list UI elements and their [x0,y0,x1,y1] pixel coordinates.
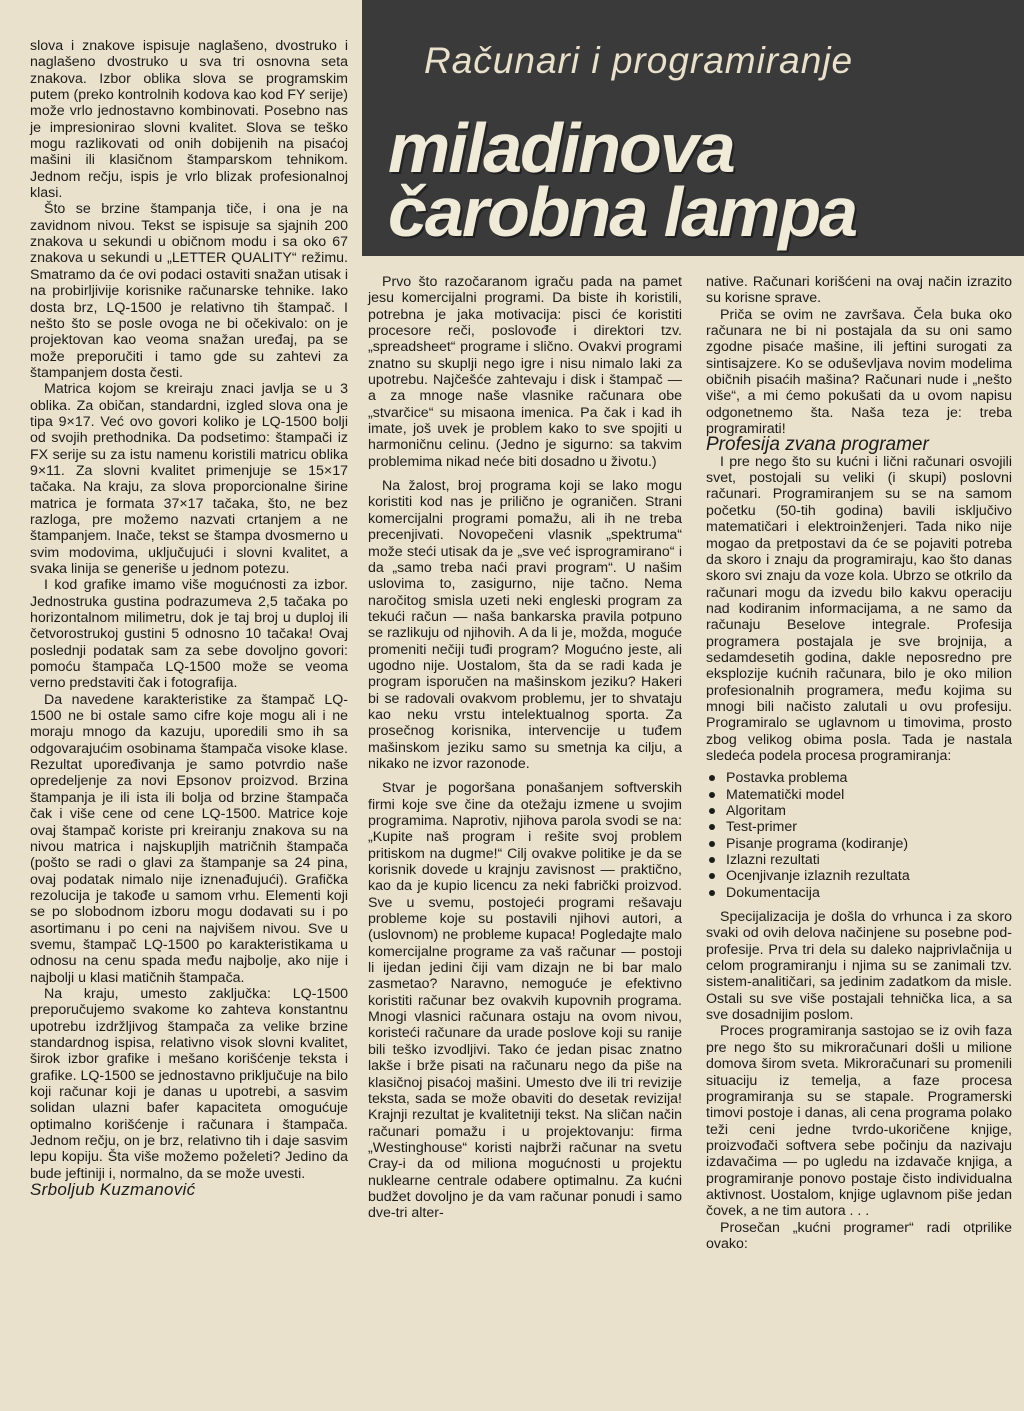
column-middle [368,274,682,1222]
bullet-icon [709,792,715,798]
paragraph: Na kraju, umesto zaključka: LQ-1500 preporučujemo svakome ko zahteva konstantnu upotrebu izdržljivog štampača za velike brzine standardnog ispisa, relativno visok slovni kvalitet, širok izbor grafike i mešano korišćenje teksta i grafike. LQ-1500 se jednostavno priključuje na bilo koji računar koji je danas u upotrebi, a sasvim solidan ulazni bafer kapaciteta omogućuje optimalno korišćenje i računara i štampača. Jednom rečju, on je brz, relativno tih i daje sasvim lepu kopiju. Šta više možemo poželeti? Jedino da bude jeftiniji i, normalno, da se može uvesti. [30,985,348,1182]
paragraph: I kod grafike imamo više mogućnosti za izbor. Jednostruka gustina podrazumeva 2,5 tačaka po horizontalnom milimetru, dok je taj broj u duploj ili četvorostrukoj gustini 5 odnosno 10 tačaka! Ovaj poslednji podatak sam za sebe dovoljno govori: pomoću štampača LQ-1500 može se veoma verno predstaviti čak i fotografija. [30,577,348,692]
paragraph: Specijalizacija je došla do vrhunca i za skoro svaki od ovih delova načinjene su posebne pod-profesije. Prva tri dela su daleko najprivlačnija u celom programiranju i njima su se zanimali tzv. sistem-analitičari, sa jedinim zadatkom da misle. Ostali su sve više postajali tehnička lica, a sa sve dosadnijim poslom. [706,909,1012,1024]
paragraph: Matrica kojom se kreiraju znaci javlja se u 3 oblika. Za običan, standardni, izgled slova ona je tipa 9×17. Već ovo govori koliko je LQ-1500 bolji od svojih prethodnika. Da podsetimo: štampači iz FX serije su za istu namenu koristili matricu oblika 9×11. Za slovni kvalitet primenjuje se 15×17 tačaka. Na kraju, za slova proporcionalne širine matrica je formata 37×17 tačaka, što, ne bez razloga, pre možemo nazvati crtanjem a ne štampanjem. Inače, tekst se štampa dvosmerno u svim modovima, uključujući i slovni kvalitet, a svaka linija se generiše u jednom potezu. [30,381,348,577]
list-item: Test-primer [706,819,1012,835]
column-right [706,274,1012,1252]
paragraph: native. Računari korišćeni na ovaj način izrazito su korisne sprave. [706,274,1012,307]
section-kicker: Računari i programiranje [424,40,854,81]
bullet-icon [709,873,715,879]
list-item: Dokumentacija [706,885,1012,901]
paragraph: Prosečan „kućni programer“ radi otprilike ovako: [706,1219,1012,1252]
paragraph: Da navedene karakteristike za štampač LQ-1500 ne bi ostale samo cifre koje mogu ali i ne moraju mnogo da kazuju, uporedili smo ih sa odgovarajućim osobinama štampača visoke klase. Rezultat upoređivanja je samo potvrdio naše opredeljenje za novi Epsonov proizvod. Brzina štampanja je ili ista ili bolja od brzine štampača čak i više cene od cene LQ-1500. Matrice koje ovaj štampač koriste pri kreiranju znakova su na nivou matrica i najskupljih matričnih štampača (pošto se radi o glavi za štampanje sa 24 pina, ovaj podatak nimalo nije iznenađujući). Grafička rezolucija je takođe u samom vrhu. Elementi koji se po slobodnom izboru mogu dodavati su i po asortimanu i po ceni na najvišem nivou. Sve u svemu, štampač LQ-1500 po karakteristikama u odnosu na cenu spada među najbolje, ako nije i najbolji u klasi matičnih štampača. [30,691,348,986]
headline-line-1: miladinova [388,109,734,187]
paragraph: Na žalost, broj programa koji se lako mogu koristiti kod nas je prilično je ograničen. Strani komercijalni programi pomažu, ali ih ne treba precenjivati. Novopečeni vlasnik „spektruma“ može steći utisak da je „sve već isprogramirano“ i da „samo treba naći pravi program“. U našim uslovima to, zasigurno, nije tačno. Nema naročitog smisla uzeti neki engleski program za tekući račun — naša bankarska pravila potpuno se razlikuju od njihovih. A da li je, možda, moguće promeniti nečiji tuđi program? Mogućno jeste, ali ugodno nije. Uostalom, šta da se radi kada je program isporučen na mašinskom jeziku? Hakeri bi se radovali ovakvom problemu, jer to shvataju kao neku vrstu intelektualnog sporta. Za prosečnog korisnika, intervencije u tuđem mašinskom jeziku samo su smetnja ka cilju, a nikako ne izvor razonode. [368,478,682,772]
bullet-icon [709,775,715,781]
column-left [30,38,348,1198]
list-item: Matematički model [706,787,1012,803]
paragraph: Što se brzine štampanja tiče, i ona je na zavidnom nivou. Tekst se ispisuje sa sjajnih 200 znakova u sekundi u običnom modu i sa oko 67 znakova u sekundi u „LETTER QUALITY“ režimu. Smatramo da će ovi podaci ostaviti snažan utisak i na probirljivije korisnike računarske tehnike. Iako dosta brz, LQ-1500 je relativno tih štampač. I nešto što se posle ovoga ne bi očekivalo: on je projektovan kao veoma snažan uređaj, pa se može preporučiti i tamo gde su zahtevi za štampanjem dosta česti. [30,201,348,381]
section-subhead: Profesija zvana programer [706,434,929,456]
bullet-list [706,770,1012,901]
article-headline [388,109,857,251]
headline-line-2: čarobna lampa [388,173,857,251]
bullet-icon [709,841,715,847]
bullet-icon [709,857,715,863]
list-item: Algoritam [706,803,1012,819]
paragraph: Stvar je pogoršana ponašanjem softverskih firmi koje sve čine da otežaju izmene u svojim programima. Naprotiv, njihova parola svodi se na: „Kupite naš program i rešite svoj problem pritiskom na dugme!“ Cilj ovakve politike je da se korisnik dovede u krajnju zavisnost — praktično, kao da je kupio licencu za neki fabrički proizvod. Sve u svemu, postojeći programi rešavaju probleme koje su postavili njihovi autori, a (uslovnom) ne probleme kupaca! Pogledajte malo komercijalne programe za vaš računar — postoji li ijedan jedini čiji vam dizajn ne bi bar malo zasmetao? Naravno, nemoguće je efektivno koristiti računar bez ovakvih kupovnih programa. Mnogi vlasnici računara ostaju na ovom nivou, koristeći računare da urade poslove koji su ranije bili teško izvodljivi. Tako će jedan pisac znatno lakše i brže pisati na računaru nego da piše na klasičnoj pisaćoj mašini. Umesto dve ili tri revizije teksta, sada se može obaviti do desetak revizija! Krajnji rezultat je kvalitetniji tekst. Na sličan način računari pomažu i u projektovanju: firma „Westinghouse“ koristi najbrži računar na svetu Cray-i da od miliona mogućnosti u projektu nuklearne centrale odabere optimalnu. Za kućni budžet dovoljno je da vam računar ponudi i samo dve-tri alter- [368,780,682,1222]
bullet-icon [709,824,715,830]
bullet-icon [709,808,715,814]
paragraph: Prvo što razočaranom igraču pada na pamet jesu komercijalni programi. Da biste ih koristili, potrebna je jaka motivacija: pisci će koristiti procesore reči, poslovođe i direktori tzv. „spreadsheet“ programe i slično. Ovakvi programi znatno su skuplji nego igre i nisu nimalo laki za upotrebu. Najčešće zahtevaju i disk i štampač — a za mnoge naše vlasnike računara obe „stvarčice“ su misaona imenica. Pa čak i kad ih imate, još uvek je problem kako to sve spojiti u harmoničnu celinu. (Jedno je sigurno: sa takvim problemima nikad neće biti dosadno u životu.) [368,274,682,470]
author-signature: Srboljub Kuzmanović [30,1180,196,1200]
list-item: Izlazni rezultati [706,852,1012,868]
list-item: Postavka problema [706,770,1012,786]
paragraph: slova i znakove ispisuje naglašeno, dvostruko i naglašeno dvostruko u sva tri osnovna seta znakova. Izbor oblika slova se programskim putem (preko kontrolnih kodova kao kod FY serije) može vrlo jednostavno kombinovati. Posebno nas je impresionirao slovni kvalitet. Slova se teško mogu razlikovati od onih dobijenih na pisaćoj mašini ili klasičnom štamparskom tehnikom. Jednom rečju, ispis je vrlo blizak profesionalnoj klasi. [30,38,348,202]
paragraph: Proces programiranja sastojao se iz ovih faza pre nego što su mikroračunari došli u milione domova širom sveta. Mikroračunari su promenili situaciju iz temelja, a faze procesa programiranja su se stapale. Programerski timovi postoje i danas, ali cena programa polako teži ceni jedne tvrdo-ukoričene knjige, proizvođači softvera sebe počinju da nazivaju izdavačima — po ugledu na izdavače knjiga, a programiranje ponovo postaje čisto individualna aktivnost. Uostalom, knjige uglavnom piše jedan čovek, a ne tim autora . . . [706,1023,1012,1220]
list-item: Ocenjivanje izlaznih rezultata [706,868,1012,884]
paragraph: I pre nego što su kućni i lični računari osvojili svet, postojali su veliki (i skupi) poslovni računari. Programiranjem su se na samom početku (50-tih godina) bavili isključivo matematičari i elektroinženjeri. Tada niko nije mogao da pretpostavi da će se pojaviti potreba da skoro i znaju da programiraju, kao što danas skoro svi znaju da voze kola. Ubrzo se otkrilo da računari mogu da izvedu bilo kakvu operaciju nad kodiranim informacijama, a ne samo da računaju Beselove integrale. Profesija programera postajala je sve brojnija, a sedamdesetih godina, dakle neposredno pre eksplozije kućnih računara, bilo je oko milion profesionalnih programera, među kojima su mnogi bili načisto zalutali u ovu profesiju. Programiralo se uglavnom u timovima, prosto zbog velikog obima posla. Tada je nastala sledeća podela procesa programiranja: [706,453,1012,764]
paragraph: Priča se ovim ne završava. Čela buka oko računara ne bi ni postajala da su oni samo zgodne pisaće mašine, ili jeftini surogati za sintisajzere. Ko se oduševljava novim modelima običnih pisaćih mašina? Računari nude i „nešto više“, a mi ćemo pokušati da u ovom napisu odgonetnemo šta. Naša teza je: treba programirati! [706,306,1012,438]
bullet-icon [709,890,715,896]
list-item: Pisanje programa (kodiranje) [706,836,1012,852]
